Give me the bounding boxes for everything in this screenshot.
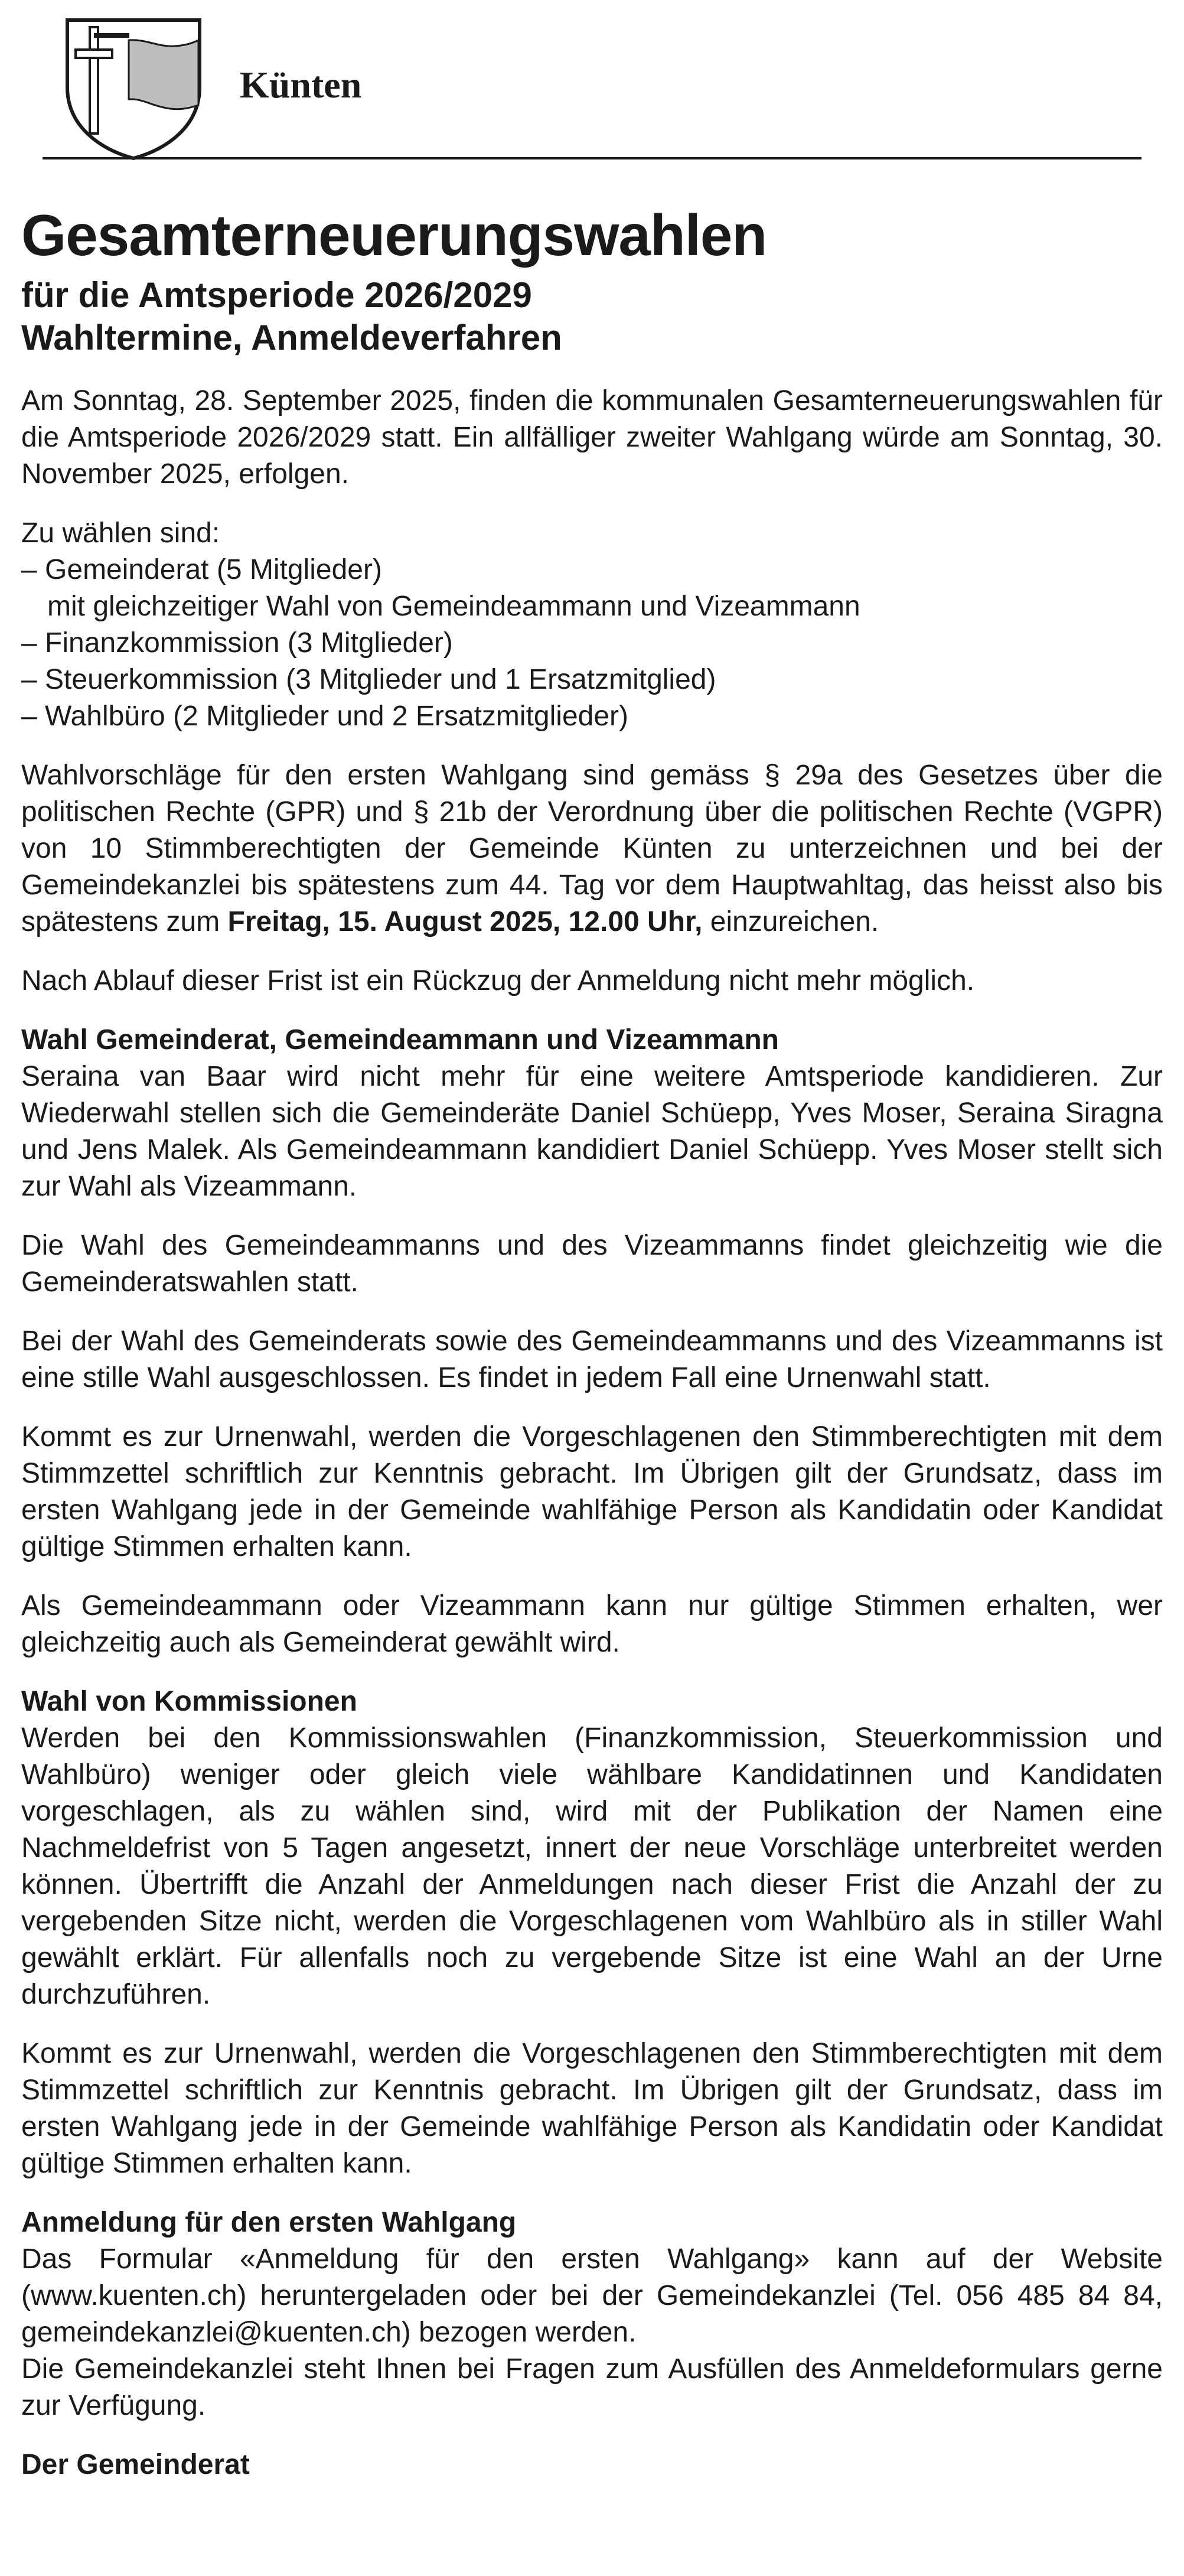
elect-list [21,552,1163,735]
list-item: – Wahlbüro (2 Mitglieder und 2 Ersatzmitglieder) [21,701,628,732]
coat-of-arms-icon [64,17,203,161]
commissions-paragraph-1: Werden bei den Kommissionswahlen (Finanzkommission, Steuerkommission und Wahlbüro) weniger oder gleich viele wählbare Kandidatinnen und Kandidaten vorgeschlagen, als zu wählen sind, wird mit der Publikation der Namen eine Nachmeldefrist von 5 Tagen angesetzt, innert der neue Vorschläge unterbreitet werden können. Übertrifft die Anzahl der Anmeldungen nach dieser Frist die Anzahl der zu vergebenden Sitze nicht, werden die Vorgeschlagenen vom Wahlbüro als in stiller Wahl gewählt erklärt. Für allenfalls noch zu vergebende Sitze ist eine Wahl an der Urne durchzuführen. [21,1722,1163,2010]
council-paragraph-1: Seraina van Baar wird nicht mehr für eine weitere Amtsperiode kandidieren. Zur Wiederwahl stellen sich die Gemeinderäte Daniel Schüepp, Yves Moser, Seraina Siragna und Jens Malek. Als Gemeindeammann kandidiert Daniel Schüepp. Yves Moser stellt sich zur Wahl als Vizeammann. [21,1061,1163,1202]
elect-block [21,515,1163,735]
commissions-paragraph-2: Kommt es zur Urnenwahl, werden die Vorgeschlagenen den Stimmberechtigten mit dem Stimmzettel schriftlich zur Kenntnis gebracht. Im Übrigen gilt der Grundsatz, dass im ersten Wahlgang jede in der Gemeinde wahlfähige Person als Kandidatin oder Kandidat gültige Stimmen erhalten kann. [21,2038,1163,2179]
intro-paragraph: Am Sonntag, 28. September 2025, finden die kommunalen Gesamterneuerungswahlen für die Amtsperiode 2026/2029 statt. Ein allfälliger zweiter Wahlgang würde am Sonntag, 30. November 2025, erfolgen. [21,385,1163,490]
list-item: – Steuerkommission (3 Mitglieder und 1 Ersatzmitglied) [21,664,716,695]
masthead [21,0,1163,158]
subtitle-topics: Wahltermine, Anmeldeverfahren [21,318,562,357]
subtitle-period: für die Amtsperiode 2026/2029 [21,275,532,315]
commissions-section [21,1683,1163,2013]
list-item: – Finanzkommission (3 Mitglieder) [21,627,453,659]
registration-paragraph-1: Das Formular «Anmeldung für den ersten Wahlgang» kann auf der Website (www.kuenten.ch) heruntergeladen oder bei der Gemeindekanzlei (Tel. 056 485 84 84, gemeindekanzlei@kuenten.ch) bezogen werden. [21,2243,1163,2348]
council-heading: Wahl Gemeinderat, Gemeindeammann und Vizeammann [21,1024,779,1056]
proposals-paragraph [21,757,1163,940]
list-item: mit gleichzeitiger Wahl von Gemeindeammann und Vizeammann [47,591,860,622]
header-divider [43,157,1141,159]
council-paragraph-4: Kommt es zur Urnenwahl, werden die Vorgeschlagenen den Stimmberechtigten mit dem Stimmzettel schriftlich zur Kenntnis gebracht. Im Übrigen gilt der Grundsatz, dass im ersten Wahlgang jede in der Gemeinde wahlfähige Person als Kandidatin oder Kandidat gültige Stimmen erhalten kann. [21,1421,1163,1562]
council-paragraph-3: Bei der Wahl des Gemeinderats sowie des Gemeindeammanns und des Vizeammanns ist eine stille Wahl ausgeschlossen. Es findet in jedem Fall eine Urnenwahl statt. [21,1326,1163,1393]
proposals-end: einzureichen. [710,906,879,937]
council-paragraph-2: Die Wahl des Gemeindeammanns und des Vizeammanns findet gleichzeitig wie die Gemeinderatswahlen statt. [21,1230,1163,1298]
proposals-text: Wahlvorschläge für den ersten Wahlgang sind gemäss § 29a des Gesetzes über die politischen Rechte (GPR) und § 21b der Verordnung über die politischen Rechte (VGPR) von 10 Stimmberechtigten der Gemeinde Künten zu unterzeichnen und bei der Gemeindekanzlei bis spätestens zum 44. Tag vor dem Hauptwahltag, das heisst also bis spätestens zum [21,760,1163,937]
body-text [21,383,1163,2483]
proposals-deadline: Freitag, 15. August 2025, 12.00 Uhr, [227,906,703,937]
registration-paragraph-2: Die Gemeindekanzlei steht Ihnen bei Fragen zum Ausfüllen des Anmeldeformulars gerne zur Verfügung. [21,2353,1163,2421]
elect-heading: Zu wählen sind: [21,517,220,549]
registration-heading: Anmeldung für den ersten Wahlgang [21,2207,517,2238]
list-item: – Gemeinderat (5 Mitglieder) [21,554,382,585]
council-section [21,1022,1163,1205]
registration-section [21,2204,1163,2424]
signature: Der Gemeinderat [21,2449,250,2480]
withdrawal-paragraph: Nach Ablauf dieser Frist ist ein Rückzug der Anmeldung nicht mehr möglich. [21,965,975,996]
municipality-name: Künten [240,64,362,106]
page-title: Gesamterneuerungswahlen [21,203,767,268]
commissions-heading: Wahl von Kommissionen [21,1686,357,1717]
council-paragraph-5: Als Gemeindeammann oder Vizeammann kann nur gültige Stimmen erhalten, wer gleichzeitig auch als Gemeinderat gewählt wird. [21,1590,1163,1658]
